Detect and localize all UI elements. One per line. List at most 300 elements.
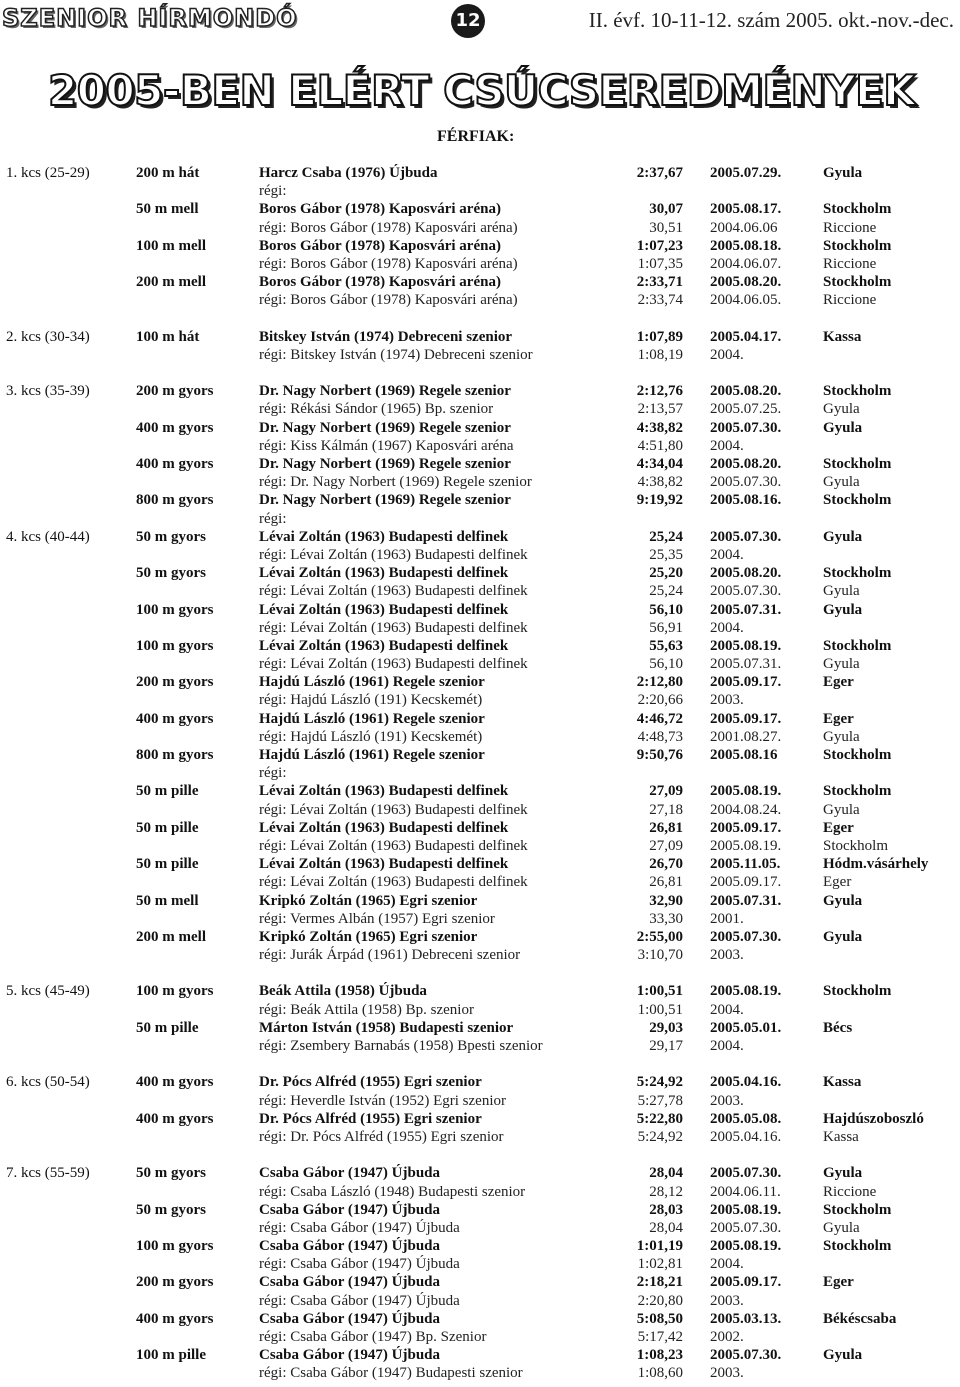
time-cell: 30,51 bbox=[649, 219, 683, 236]
time-cell: 25,20 bbox=[649, 565, 683, 582]
time-cell: 9:50,76 bbox=[636, 747, 683, 763]
name-cell: régi: Lévai Zoltán (1963) Budapesti delfinek bbox=[259, 837, 528, 854]
time-cell: 5:24,92 bbox=[636, 1074, 683, 1091]
time-cell: 2:37,67 bbox=[636, 165, 683, 181]
place-cell: Stockholm bbox=[823, 1201, 892, 1218]
name-cell: régi: bbox=[259, 765, 287, 782]
date-cell: 2005.08.18. bbox=[710, 237, 782, 254]
date-cell: 2004. bbox=[710, 1256, 744, 1273]
previous-record-row bbox=[0, 1292, 960, 1310]
record-row bbox=[0, 855, 960, 873]
name-cell: régi: Jurák Árpád (1961) Debreceni szenior bbox=[259, 947, 521, 964]
section-heading: FÉRFIAK: bbox=[437, 128, 515, 145]
date-cell: 2004.06.11. bbox=[710, 1183, 781, 1200]
date-cell: 2005.07.30. bbox=[710, 528, 782, 545]
name-cell: régi: Beák Attila (1958) Bp. szenior bbox=[259, 1001, 474, 1018]
date-cell: 2005.08.19. bbox=[710, 837, 782, 854]
record-row bbox=[0, 892, 960, 910]
time-cell: 1:07,23 bbox=[636, 237, 683, 254]
place-cell: Stockholm bbox=[823, 747, 892, 763]
place-cell: Eger bbox=[823, 874, 852, 891]
previous-record-row bbox=[0, 728, 960, 746]
time-cell: 2:20,66 bbox=[637, 692, 683, 709]
place-cell: Gyula bbox=[823, 1165, 863, 1182]
place-cell: Kassa bbox=[823, 328, 862, 345]
date-cell: 2004.06.06 bbox=[710, 219, 778, 236]
name-cell: Csaba Gábor (1947) Újbuda bbox=[259, 1201, 441, 1218]
place-cell: Gyula bbox=[823, 656, 860, 673]
event-cell: 50 m gyors bbox=[136, 528, 206, 545]
event-cell: 50 m pille bbox=[136, 856, 199, 873]
event-cell: 200 m gyors bbox=[136, 1274, 214, 1291]
place-cell: Hajdúszoboszló bbox=[823, 1110, 924, 1127]
event-cell: 800 m gyors bbox=[136, 492, 214, 509]
date-cell: 2005.08.19. bbox=[710, 1238, 782, 1255]
name-cell: Csaba Gábor (1947) Újbuda bbox=[259, 1310, 441, 1327]
date-cell: 2005.09.17. bbox=[710, 674, 782, 691]
record-row bbox=[0, 746, 960, 764]
date-cell: 2005.08.17. bbox=[710, 201, 782, 218]
record-row bbox=[0, 164, 960, 182]
time-cell: 1:00,51 bbox=[637, 1001, 683, 1018]
date-cell: 2005.07.30. bbox=[710, 1165, 782, 1182]
name-cell: régi: Lévai Zoltán (1963) Budapesti delfinek bbox=[259, 801, 528, 818]
date-cell: 2003. bbox=[710, 1092, 744, 1109]
record-row bbox=[0, 710, 960, 728]
date-cell: 2005.08.19. bbox=[710, 983, 782, 1000]
name-cell: Boros Gábor (1978) Kaposvári aréna) bbox=[259, 237, 501, 254]
date-cell: 2004.06.07. bbox=[710, 255, 782, 272]
time-cell: 28,04 bbox=[649, 1219, 683, 1236]
date-cell: 2005.08.20. bbox=[710, 274, 782, 291]
record-row bbox=[0, 673, 960, 691]
date-cell: 2005.07.30. bbox=[710, 583, 782, 600]
event-cell: 50 m pille bbox=[136, 783, 199, 800]
name-cell: régi: Vermes Albán (1957) Egri szenior bbox=[259, 910, 495, 927]
date-cell: 2005.09.17. bbox=[710, 1274, 782, 1291]
place-cell: Eger bbox=[823, 819, 854, 836]
name-cell: Beák Attila (1958) Újbuda bbox=[259, 983, 427, 1000]
date-cell: 2003. bbox=[710, 947, 744, 964]
category-cell: 4. kcs (40-44) bbox=[6, 528, 90, 545]
category-cell: 2. kcs (30-34) bbox=[6, 328, 90, 345]
time-cell: 29,03 bbox=[649, 1019, 683, 1036]
category-cell: 7. kcs (55-59) bbox=[6, 1165, 90, 1182]
event-cell: 400 m gyors bbox=[136, 1310, 214, 1327]
name-cell: Dr. Pócs Alfréd (1955) Egri szenior bbox=[259, 1074, 482, 1091]
name-cell: régi: Lévai Zoltán (1963) Budapesti delfinek bbox=[259, 656, 528, 673]
previous-record-row bbox=[0, 1328, 960, 1346]
name-cell: Dr. Nagy Norbert (1969) Regele szenior bbox=[259, 419, 511, 436]
previous-record-row bbox=[0, 1255, 960, 1273]
record-row bbox=[0, 1164, 960, 1182]
name-cell: régi: Csaba Gábor (1947) Bp. Szenior bbox=[259, 1329, 487, 1345]
place-cell: Gyula bbox=[823, 419, 863, 436]
place-cell: Gyula bbox=[823, 601, 863, 618]
time-cell: 5:17,42 bbox=[637, 1329, 683, 1345]
date-cell: 2005.08.16. bbox=[710, 492, 782, 509]
date-cell: 2004.08.24. bbox=[710, 801, 782, 818]
place-cell: Kassa bbox=[823, 1128, 859, 1145]
record-row bbox=[0, 328, 960, 346]
record-row bbox=[0, 1310, 960, 1328]
date-cell: 2001. bbox=[710, 910, 744, 927]
name-cell: régi: Boros Gábor (1978) Kaposvári aréna) bbox=[259, 292, 518, 309]
date-cell: 2001.08.27. bbox=[710, 728, 782, 745]
event-cell: 800 m gyors bbox=[136, 747, 214, 763]
previous-record-row bbox=[0, 873, 960, 891]
time-cell: 56,10 bbox=[649, 601, 683, 618]
date-cell: 2005.04.17. bbox=[710, 328, 782, 345]
place-cell: Riccione bbox=[823, 292, 877, 309]
name-cell: Csaba Gábor (1947) Újbuda bbox=[259, 1165, 441, 1182]
event-cell: 50 m pille bbox=[136, 1019, 199, 1036]
name-cell: régi: Csaba Gábor (1947) Újbuda bbox=[259, 1219, 460, 1236]
time-cell: 1:00,51 bbox=[636, 983, 683, 1000]
event-cell: 100 m mell bbox=[136, 237, 206, 254]
record-row bbox=[0, 819, 960, 837]
time-cell: 26,81 bbox=[649, 819, 683, 836]
time-cell: 2:18,21 bbox=[636, 1274, 683, 1291]
time-cell: 28,12 bbox=[649, 1183, 683, 1200]
previous-record-row bbox=[0, 546, 960, 564]
previous-record-row bbox=[0, 182, 960, 200]
name-cell: régi: Hajdú László (191) Kecskemét) bbox=[259, 728, 483, 745]
date-cell: 2005.09.17. bbox=[710, 874, 782, 891]
time-cell: 4:51,80 bbox=[637, 437, 683, 454]
name-cell: régi: Boros Gábor (1978) Kaposvári aréna) bbox=[259, 219, 518, 236]
place-cell: Stockholm bbox=[823, 237, 892, 254]
place-cell: Stockholm bbox=[823, 637, 892, 654]
name-cell: régi: Csaba Gábor (1947) Budapesti szenior bbox=[259, 1365, 523, 1382]
date-cell: 2005.07.25. bbox=[710, 401, 782, 418]
previous-record-row bbox=[0, 291, 960, 309]
page-header bbox=[0, 0, 960, 42]
record-row bbox=[0, 237, 960, 255]
time-cell: 1:01,19 bbox=[636, 1238, 683, 1255]
category-cell: 5. kcs (45-49) bbox=[6, 983, 90, 1000]
name-cell: Márton István (1958) Budapesti szenior bbox=[259, 1019, 514, 1036]
record-row bbox=[0, 1019, 960, 1037]
place-cell: Stockholm bbox=[823, 456, 892, 472]
record-row bbox=[0, 1346, 960, 1364]
previous-record-row bbox=[0, 255, 960, 273]
date-cell: 2003. bbox=[710, 692, 744, 709]
name-cell: Dr. Nagy Norbert (1969) Regele szenior bbox=[259, 456, 511, 472]
time-cell: 1:08,19 bbox=[637, 346, 683, 363]
time-cell: 2:33,71 bbox=[636, 274, 683, 291]
date-cell: 2005.08.20. bbox=[710, 565, 782, 582]
place-cell: Stockholm bbox=[823, 983, 892, 1000]
place-cell: Gyula bbox=[823, 528, 863, 545]
event-cell: 400 m gyors bbox=[136, 1110, 214, 1127]
date-cell: 2005.08.20. bbox=[710, 383, 782, 400]
name-cell: régi: Csaba László (1948) Budapesti szenior bbox=[259, 1183, 526, 1200]
record-row bbox=[0, 491, 960, 509]
place-cell: Gyula bbox=[823, 401, 860, 418]
time-cell: 3:10,70 bbox=[637, 947, 683, 964]
name-cell: Hajdú László (1961) Regele szenior bbox=[259, 674, 485, 691]
record-row bbox=[0, 601, 960, 619]
record-row bbox=[0, 1073, 960, 1091]
time-cell: 28,03 bbox=[649, 1201, 683, 1218]
date-cell: 2005.07.30. bbox=[710, 1219, 782, 1236]
name-cell: Dr. Nagy Norbert (1969) Regele szenior bbox=[259, 383, 511, 400]
date-cell: 2005.08.16 bbox=[710, 747, 778, 763]
date-cell: 2004. bbox=[710, 546, 744, 563]
time-cell: 29,17 bbox=[649, 1038, 683, 1054]
time-cell: 27,09 bbox=[649, 783, 683, 800]
date-cell: 2005.09.17. bbox=[710, 819, 782, 836]
page-title: 2005-BEN ELÉRT CSÚCSEREDMÉNYEK bbox=[48, 66, 916, 115]
place-cell: Gyula bbox=[823, 1219, 860, 1236]
event-cell: 50 m mell bbox=[136, 201, 199, 218]
record-row bbox=[0, 419, 960, 437]
name-cell: régi: Zsembery Barnabás (1958) Bpesti szenior bbox=[259, 1038, 543, 1054]
name-cell: Hajdú László (1961) Regele szenior bbox=[259, 710, 485, 727]
time-cell: 26,81 bbox=[649, 874, 683, 891]
name-cell: Lévai Zoltán (1963) Budapesti delfinek bbox=[259, 783, 509, 800]
place-cell: Békéscsaba bbox=[823, 1310, 897, 1327]
date-cell: 2004. bbox=[710, 619, 744, 636]
time-cell: 5:08,50 bbox=[636, 1310, 683, 1327]
record-row bbox=[0, 273, 960, 291]
time-cell: 56,91 bbox=[649, 619, 683, 636]
time-cell: 1:08,23 bbox=[636, 1347, 683, 1364]
event-cell: 50 m mell bbox=[136, 892, 199, 909]
previous-record-row bbox=[0, 1092, 960, 1110]
date-cell: 2005.07.31. bbox=[710, 892, 782, 909]
time-cell: 2:13,57 bbox=[637, 401, 683, 418]
date-cell: 2003. bbox=[710, 1292, 744, 1309]
place-cell: Stockholm bbox=[823, 837, 889, 854]
name-cell: régi: Csaba Gábor (1947) Újbuda bbox=[259, 1292, 460, 1309]
time-cell: 1:07,89 bbox=[636, 328, 683, 345]
time-cell: 1:07,35 bbox=[637, 255, 683, 272]
place-cell: Stockholm bbox=[823, 201, 892, 218]
name-cell: régi: bbox=[259, 510, 287, 527]
time-cell: 9:19,92 bbox=[636, 492, 683, 509]
record-row bbox=[0, 382, 960, 400]
previous-record-row bbox=[0, 1364, 960, 1382]
time-cell: 32,90 bbox=[649, 892, 683, 909]
time-cell: 2:33,74 bbox=[637, 292, 683, 309]
issue-info: II. évf. 10-11-12. szám 2005. okt.-nov.-dec. bbox=[588, 8, 954, 32]
previous-record-row bbox=[0, 801, 960, 819]
place-cell: Riccione bbox=[823, 1183, 877, 1200]
previous-record-row bbox=[0, 655, 960, 673]
previous-record-row bbox=[0, 473, 960, 491]
record-row bbox=[0, 982, 960, 1000]
place-cell: Hódm.vásárhely bbox=[823, 856, 929, 873]
place-cell: Stockholm bbox=[823, 274, 892, 291]
name-cell: Lévai Zoltán (1963) Budapesti delfinek bbox=[259, 528, 509, 545]
time-cell: 1:08,60 bbox=[637, 1365, 683, 1382]
place-cell: Riccione bbox=[823, 255, 877, 272]
time-cell: 25,24 bbox=[649, 528, 683, 545]
place-cell: Stockholm bbox=[823, 565, 892, 582]
name-cell: Csaba Gábor (1947) Újbuda bbox=[259, 1238, 441, 1255]
event-cell: 100 m gyors bbox=[136, 1238, 214, 1255]
name-cell: Dr. Pócs Alfréd (1955) Egri szenior bbox=[259, 1110, 482, 1127]
date-cell: 2005.04.16. bbox=[710, 1128, 782, 1145]
event-cell: 200 m gyors bbox=[136, 674, 214, 691]
time-cell: 56,10 bbox=[649, 656, 683, 673]
name-cell: Hajdú László (1961) Regele szenior bbox=[259, 747, 485, 763]
date-cell: 2005.08.19. bbox=[710, 783, 782, 800]
date-cell: 2005.07.31. bbox=[710, 656, 782, 673]
place-cell: Kassa bbox=[823, 1074, 862, 1091]
previous-record-row bbox=[0, 764, 960, 782]
event-cell: 200 m mell bbox=[136, 928, 206, 945]
place-cell: Bécs bbox=[823, 1019, 853, 1036]
date-cell: 2005.07.30. bbox=[710, 419, 782, 436]
date-cell: 2005.07.31. bbox=[710, 601, 782, 618]
record-row bbox=[0, 455, 960, 473]
name-cell: régi: Lévai Zoltán (1963) Budapesti delfinek bbox=[259, 874, 528, 891]
name-cell: Boros Gábor (1978) Kaposvári aréna) bbox=[259, 201, 501, 218]
place-cell: Riccione bbox=[823, 219, 877, 236]
date-cell: 2004. bbox=[710, 346, 744, 363]
date-cell: 2005.05.08. bbox=[710, 1110, 782, 1127]
place-cell: Gyula bbox=[823, 474, 860, 491]
record-row bbox=[0, 1273, 960, 1291]
record-row bbox=[0, 564, 960, 582]
name-cell: régi: Lévai Zoltán (1963) Budapesti delfinek bbox=[259, 619, 528, 636]
previous-record-row bbox=[0, 1183, 960, 1201]
name-cell: régi: Dr. Pócs Alfréd (1955) Egri szenior bbox=[259, 1128, 504, 1145]
time-cell: 27,09 bbox=[649, 837, 683, 854]
name-cell: Boros Gábor (1978) Kaposvári aréna) bbox=[259, 274, 501, 291]
event-cell: 100 m pille bbox=[136, 1347, 206, 1364]
time-cell: 5:22,80 bbox=[636, 1110, 683, 1127]
place-cell: Gyula bbox=[823, 928, 863, 945]
name-cell: régi: Heverdle István (1952) Egri szenior bbox=[259, 1092, 506, 1109]
record-row bbox=[0, 928, 960, 946]
name-cell: Lévai Zoltán (1963) Budapesti delfinek bbox=[259, 819, 509, 836]
place-cell: Stockholm bbox=[823, 783, 892, 800]
time-cell: 2:12,80 bbox=[636, 674, 683, 691]
place-cell: Gyula bbox=[823, 801, 860, 818]
name-cell: Lévai Zoltán (1963) Budapesti delfinek bbox=[259, 856, 509, 873]
time-cell: 27,18 bbox=[649, 801, 683, 818]
date-cell: 2005.04.16. bbox=[710, 1074, 782, 1091]
name-cell: Csaba Gábor (1947) Újbuda bbox=[259, 1347, 441, 1364]
event-cell: 50 m gyors bbox=[136, 1201, 206, 1218]
previous-record-row bbox=[0, 910, 960, 928]
time-cell: 4:46,72 bbox=[636, 710, 683, 727]
place-cell: Gyula bbox=[823, 583, 860, 600]
place-cell: Gyula bbox=[823, 1347, 863, 1364]
date-cell: 2005.07.30. bbox=[710, 474, 782, 491]
previous-record-row bbox=[0, 1037, 960, 1055]
name-cell: régi: Bitskey István (1974) Debreceni szenior bbox=[259, 346, 533, 363]
name-cell: régi: Hajdú László (191) Kecskemét) bbox=[259, 692, 483, 709]
date-cell: 2004. bbox=[710, 1001, 744, 1018]
record-row bbox=[0, 782, 960, 800]
date-cell: 2004. bbox=[710, 437, 744, 454]
name-cell: Dr. Nagy Norbert (1969) Regele szenior bbox=[259, 492, 511, 509]
previous-record-row bbox=[0, 219, 960, 237]
name-cell: Lévai Zoltán (1963) Budapesti delfinek bbox=[259, 565, 509, 582]
time-cell: 28,04 bbox=[649, 1165, 683, 1182]
date-cell: 2005.11.05. bbox=[710, 856, 781, 873]
time-cell: 2:55,00 bbox=[636, 928, 683, 945]
place-cell: Stockholm bbox=[823, 492, 892, 509]
event-cell: 100 m gyors bbox=[136, 637, 214, 654]
time-cell: 26,70 bbox=[649, 856, 683, 873]
previous-record-row bbox=[0, 619, 960, 637]
previous-record-row bbox=[0, 837, 960, 855]
date-cell: 2005.07.30. bbox=[710, 1347, 782, 1364]
time-cell: 4:38,82 bbox=[636, 419, 683, 436]
event-cell: 50 m gyors bbox=[136, 1165, 206, 1182]
name-cell: Csaba Gábor (1947) Újbuda bbox=[259, 1274, 441, 1291]
name-cell: régi: Lévai Zoltán (1963) Budapesti delfinek bbox=[259, 546, 528, 563]
place-cell: Eger bbox=[823, 710, 854, 727]
place-cell: Stockholm bbox=[823, 383, 892, 400]
record-row bbox=[0, 637, 960, 655]
name-cell: Kripkó Zoltán (1965) Egri szenior bbox=[259, 928, 478, 945]
date-cell: 2005.03.13. bbox=[710, 1310, 782, 1327]
name-cell: Bitskey István (1974) Debreceni szenior bbox=[259, 328, 513, 345]
name-cell: régi: Rékási Sándor (1965) Bp. szenior bbox=[259, 401, 494, 418]
name-cell: Lévai Zoltán (1963) Budapesti delfinek bbox=[259, 637, 509, 654]
record-row bbox=[0, 200, 960, 218]
name-cell: régi: Lévai Zoltán (1963) Budapesti delfinek bbox=[259, 583, 528, 600]
place-cell: Gyula bbox=[823, 892, 863, 909]
name-cell: régi: Kiss Kálmán (1967) Kaposvári aréna bbox=[259, 437, 514, 454]
previous-record-row bbox=[0, 400, 960, 418]
time-cell: 5:27,78 bbox=[637, 1092, 683, 1109]
event-cell: 50 m gyors bbox=[136, 565, 206, 582]
masthead: SZENIOR HÍRMONDÓ bbox=[2, 4, 298, 32]
time-cell: 4:34,04 bbox=[636, 456, 683, 472]
event-cell: 400 m gyors bbox=[136, 710, 214, 727]
time-cell: 4:38,82 bbox=[637, 474, 683, 491]
time-cell: 5:24,92 bbox=[637, 1128, 683, 1145]
event-cell: 100 m gyors bbox=[136, 601, 214, 618]
record-row bbox=[0, 1110, 960, 1128]
event-cell: 100 m gyors bbox=[136, 983, 214, 1000]
name-cell: régi: Csaba Gábor (1947) Újbuda bbox=[259, 1256, 460, 1273]
previous-record-row bbox=[0, 1128, 960, 1146]
event-cell: 400 m gyors bbox=[136, 419, 214, 436]
previous-record-row bbox=[0, 582, 960, 600]
time-cell: 2:20,80 bbox=[637, 1292, 683, 1309]
time-cell: 25,24 bbox=[649, 583, 683, 600]
record-row bbox=[0, 1201, 960, 1219]
date-cell: 2005.08.20. bbox=[710, 456, 782, 472]
event-cell: 400 m gyors bbox=[136, 1074, 214, 1091]
event-cell: 200 m mell bbox=[136, 274, 206, 291]
event-cell: 200 m hát bbox=[136, 165, 200, 181]
place-cell: Eger bbox=[823, 1274, 854, 1291]
date-cell: 2004.06.05. bbox=[710, 292, 782, 309]
previous-record-row bbox=[0, 437, 960, 455]
date-cell: 2005.09.17. bbox=[710, 710, 782, 727]
date-cell: 2003. bbox=[710, 1365, 744, 1382]
time-cell: 4:48,73 bbox=[637, 728, 683, 745]
place-cell: Eger bbox=[823, 674, 854, 691]
records-table bbox=[0, 164, 960, 1383]
date-cell: 2005.08.19. bbox=[710, 637, 782, 654]
name-cell: régi: Boros Gábor (1978) Kaposvári aréna) bbox=[259, 255, 518, 272]
previous-record-row bbox=[0, 946, 960, 964]
event-cell: 200 m gyors bbox=[136, 383, 214, 400]
date-cell: 2005.07.30. bbox=[710, 928, 782, 945]
category-cell: 1. kcs (25-29) bbox=[6, 165, 90, 181]
